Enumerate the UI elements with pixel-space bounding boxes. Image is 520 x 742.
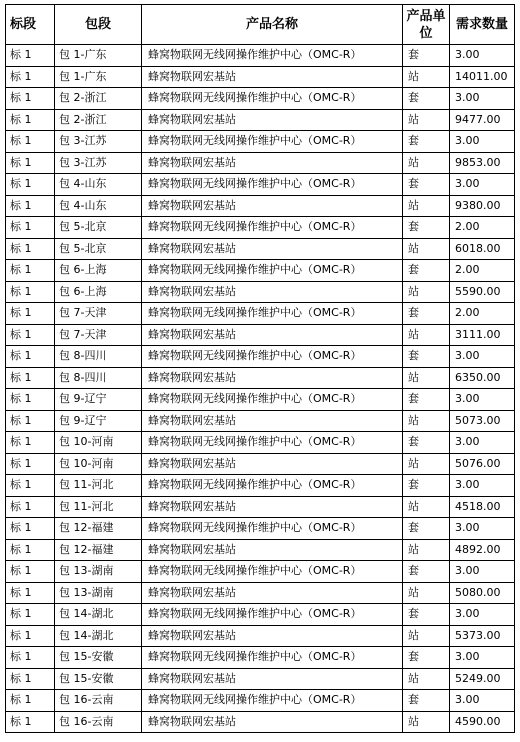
cell-section: 标 1 (6, 625, 55, 647)
cell-quantity: 3.00 (450, 432, 515, 454)
cell-product-name: 蜂窝物联网宏基站 (142, 496, 403, 518)
table-row (6, 217, 515, 239)
cell-unit: 站 (403, 109, 450, 131)
cell-product-name: 蜂窝物联网无线网操作维护中心（OMC-R） (142, 561, 403, 583)
cell-quantity: 3.00 (450, 561, 515, 583)
cell-quantity: 5076.00 (450, 453, 515, 475)
cell-section: 标 1 (6, 260, 55, 282)
cell-product-name: 蜂窝物联网宏基站 (142, 539, 403, 561)
cell-product-name: 蜂窝物联网无线网操作维护中心（OMC-R） (142, 88, 403, 110)
cell-quantity: 4892.00 (450, 539, 515, 561)
cell-package: 包 5-北京 (55, 238, 142, 260)
cell-package: 包 8-四川 (55, 346, 142, 368)
cell-unit: 套 (403, 174, 450, 196)
cell-package: 包 2-浙江 (55, 88, 142, 110)
cell-quantity: 3.00 (450, 604, 515, 626)
cell-product-name: 蜂窝物联网无线网操作维护中心（OMC-R） (142, 647, 403, 669)
table-row (6, 389, 515, 411)
cell-unit: 套 (403, 475, 450, 497)
cell-product-name: 蜂窝物联网无线网操作维护中心（OMC-R） (142, 389, 403, 411)
table-row (6, 496, 515, 518)
cell-section: 标 1 (6, 346, 55, 368)
cell-product-name: 蜂窝物联网无线网操作维护中心（OMC-R） (142, 217, 403, 239)
cell-unit: 站 (403, 195, 450, 217)
cell-section: 标 1 (6, 582, 55, 604)
cell-package: 包 1-广东 (55, 45, 142, 67)
table-row (6, 367, 515, 389)
table-row (6, 647, 515, 669)
cell-unit: 站 (403, 367, 450, 389)
table-row (6, 195, 515, 217)
cell-section: 标 1 (6, 668, 55, 690)
cell-package: 包 16-云南 (55, 690, 142, 712)
cell-section: 标 1 (6, 518, 55, 540)
header-section: 标段 (6, 5, 55, 45)
table-row (6, 109, 515, 131)
cell-product-name: 蜂窝物联网无线网操作维护中心（OMC-R） (142, 475, 403, 497)
table-row (6, 152, 515, 174)
cell-package: 包 5-北京 (55, 217, 142, 239)
cell-unit: 站 (403, 324, 450, 346)
cell-quantity: 9477.00 (450, 109, 515, 131)
cell-quantity: 2.00 (450, 303, 515, 325)
table-row (6, 324, 515, 346)
cell-section: 标 1 (6, 389, 55, 411)
cell-package: 包 11-河北 (55, 475, 142, 497)
cell-quantity: 3.00 (450, 346, 515, 368)
cell-section: 标 1 (6, 174, 55, 196)
cell-product-name: 蜂窝物联网宏基站 (142, 238, 403, 260)
cell-product-name: 蜂窝物联网宏基站 (142, 668, 403, 690)
cell-package: 包 4-山东 (55, 174, 142, 196)
header-row (6, 5, 515, 45)
cell-section: 标 1 (6, 217, 55, 239)
cell-quantity: 2.00 (450, 260, 515, 282)
table-row (6, 690, 515, 712)
cell-unit: 套 (403, 217, 450, 239)
cell-product-name: 蜂窝物联网无线网操作维护中心（OMC-R） (142, 690, 403, 712)
cell-section: 标 1 (6, 195, 55, 217)
cell-product-name: 蜂窝物联网无线网操作维护中心（OMC-R） (142, 518, 403, 540)
cell-quantity: 5073.00 (450, 410, 515, 432)
cell-section: 标 1 (6, 475, 55, 497)
table-row (6, 346, 515, 368)
cell-unit: 套 (403, 88, 450, 110)
procurement-table (5, 4, 515, 733)
cell-product-name: 蜂窝物联网宏基站 (142, 66, 403, 88)
cell-product-name: 蜂窝物联网宏基站 (142, 367, 403, 389)
cell-quantity: 14011.00 (450, 66, 515, 88)
cell-section: 标 1 (6, 152, 55, 174)
cell-quantity: 3.00 (450, 45, 515, 67)
table-row (6, 303, 515, 325)
cell-package: 包 15-安徽 (55, 668, 142, 690)
cell-unit: 套 (403, 131, 450, 153)
cell-unit: 站 (403, 152, 450, 174)
table-row (6, 432, 515, 454)
cell-quantity: 3.00 (450, 647, 515, 669)
cell-section: 标 1 (6, 281, 55, 303)
cell-section: 标 1 (6, 367, 55, 389)
cell-section: 标 1 (6, 66, 55, 88)
cell-section: 标 1 (6, 496, 55, 518)
cell-unit: 站 (403, 281, 450, 303)
cell-package: 包 15-安徽 (55, 647, 142, 669)
cell-unit: 套 (403, 45, 450, 67)
cell-unit: 站 (403, 496, 450, 518)
cell-quantity: 3.00 (450, 174, 515, 196)
cell-quantity: 5590.00 (450, 281, 515, 303)
cell-package: 包 14-湖北 (55, 604, 142, 626)
cell-unit: 站 (403, 410, 450, 432)
cell-unit: 套 (403, 647, 450, 669)
cell-unit: 站 (403, 582, 450, 604)
table-row (6, 410, 515, 432)
cell-package: 包 6-上海 (55, 260, 142, 282)
cell-unit: 站 (403, 539, 450, 561)
table-row (6, 582, 515, 604)
header-package: 包段 (55, 5, 142, 45)
cell-product-name: 蜂窝物联网宏基站 (142, 625, 403, 647)
cell-product-name: 蜂窝物联网无线网操作维护中心（OMC-R） (142, 131, 403, 153)
table-row (6, 625, 515, 647)
cell-section: 标 1 (6, 45, 55, 67)
cell-quantity: 3.00 (450, 88, 515, 110)
cell-package: 包 3-江苏 (55, 152, 142, 174)
cell-unit: 站 (403, 668, 450, 690)
cell-product-name: 蜂窝物联网宏基站 (142, 410, 403, 432)
cell-quantity: 3.00 (450, 518, 515, 540)
cell-unit: 套 (403, 561, 450, 583)
cell-package: 包 12-福建 (55, 518, 142, 540)
table-header (6, 5, 515, 45)
cell-quantity: 6018.00 (450, 238, 515, 260)
cell-package: 包 1-广东 (55, 66, 142, 88)
cell-unit: 套 (403, 389, 450, 411)
cell-package: 包 16-云南 (55, 711, 142, 733)
cell-section: 标 1 (6, 453, 55, 475)
table-row (6, 453, 515, 475)
cell-quantity: 3.00 (450, 131, 515, 153)
table-row (6, 260, 515, 282)
table-row (6, 45, 515, 67)
table-row (6, 131, 515, 153)
table-row (6, 561, 515, 583)
cell-section: 标 1 (6, 647, 55, 669)
cell-package: 包 9-辽宁 (55, 410, 142, 432)
cell-quantity: 2.00 (450, 217, 515, 239)
table-row (6, 668, 515, 690)
cell-unit: 站 (403, 238, 450, 260)
cell-package: 包 7-天津 (55, 324, 142, 346)
header-product-name: 产品名称 (142, 5, 403, 45)
cell-product-name: 蜂窝物联网宏基站 (142, 324, 403, 346)
cell-package: 包 6-上海 (55, 281, 142, 303)
cell-section: 标 1 (6, 324, 55, 346)
table-row (6, 88, 515, 110)
table-row (6, 711, 515, 733)
cell-unit: 套 (403, 303, 450, 325)
table-row (6, 475, 515, 497)
cell-product-name: 蜂窝物联网无线网操作维护中心（OMC-R） (142, 303, 403, 325)
cell-quantity: 5249.00 (450, 668, 515, 690)
cell-product-name: 蜂窝物联网无线网操作维护中心（OMC-R） (142, 45, 403, 67)
cell-package: 包 8-四川 (55, 367, 142, 389)
table-row (6, 518, 515, 540)
cell-product-name: 蜂窝物联网无线网操作维护中心（OMC-R） (142, 174, 403, 196)
cell-product-name: 蜂窝物联网无线网操作维护中心（OMC-R） (142, 346, 403, 368)
cell-product-name: 蜂窝物联网宏基站 (142, 453, 403, 475)
cell-quantity: 5373.00 (450, 625, 515, 647)
cell-product-name: 蜂窝物联网宏基站 (142, 109, 403, 131)
cell-section: 标 1 (6, 604, 55, 626)
cell-quantity: 9853.00 (450, 152, 515, 174)
table-row (6, 66, 515, 88)
cell-quantity: 3.00 (450, 475, 515, 497)
cell-section: 标 1 (6, 711, 55, 733)
cell-section: 标 1 (6, 303, 55, 325)
header-quantity: 需求数量 (450, 5, 515, 45)
table-row (6, 281, 515, 303)
cell-package: 包 10-河南 (55, 432, 142, 454)
cell-quantity: 3111.00 (450, 324, 515, 346)
cell-product-name: 蜂窝物联网宏基站 (142, 711, 403, 733)
cell-unit: 套 (403, 690, 450, 712)
cell-section: 标 1 (6, 690, 55, 712)
cell-quantity: 9380.00 (450, 195, 515, 217)
table-row (6, 174, 515, 196)
cell-package: 包 14-湖北 (55, 625, 142, 647)
cell-unit: 套 (403, 432, 450, 454)
cell-unit: 套 (403, 260, 450, 282)
cell-section: 标 1 (6, 109, 55, 131)
table-body (6, 45, 515, 733)
cell-quantity: 5080.00 (450, 582, 515, 604)
cell-quantity: 3.00 (450, 389, 515, 411)
cell-unit: 套 (403, 346, 450, 368)
cell-unit: 套 (403, 604, 450, 626)
cell-section: 标 1 (6, 539, 55, 561)
table-row (6, 539, 515, 561)
cell-product-name: 蜂窝物联网无线网操作维护中心（OMC-R） (142, 260, 403, 282)
cell-section: 标 1 (6, 238, 55, 260)
table-row (6, 238, 515, 260)
cell-unit: 站 (403, 625, 450, 647)
cell-quantity: 4590.00 (450, 711, 515, 733)
cell-quantity: 3.00 (450, 690, 515, 712)
cell-package: 包 4-山东 (55, 195, 142, 217)
cell-unit: 站 (403, 66, 450, 88)
cell-quantity: 4518.00 (450, 496, 515, 518)
cell-package: 包 3-江苏 (55, 131, 142, 153)
cell-package: 包 2-浙江 (55, 109, 142, 131)
cell-section: 标 1 (6, 410, 55, 432)
cell-section: 标 1 (6, 88, 55, 110)
cell-product-name: 蜂窝物联网宏基站 (142, 281, 403, 303)
cell-package: 包 13-湖南 (55, 561, 142, 583)
cell-product-name: 蜂窝物联网宏基站 (142, 582, 403, 604)
cell-package: 包 13-湖南 (55, 582, 142, 604)
header-unit: 产品单位 (403, 5, 450, 45)
cell-package: 包 7-天津 (55, 303, 142, 325)
table-row (6, 604, 515, 626)
cell-product-name: 蜂窝物联网宏基站 (142, 195, 403, 217)
cell-package: 包 9-辽宁 (55, 389, 142, 411)
cell-product-name: 蜂窝物联网无线网操作维护中心（OMC-R） (142, 432, 403, 454)
cell-product-name: 蜂窝物联网宏基站 (142, 152, 403, 174)
cell-unit: 站 (403, 453, 450, 475)
cell-section: 标 1 (6, 432, 55, 454)
cell-package: 包 12-福建 (55, 539, 142, 561)
cell-section: 标 1 (6, 561, 55, 583)
cell-product-name: 蜂窝物联网无线网操作维护中心（OMC-R） (142, 604, 403, 626)
cell-unit: 站 (403, 711, 450, 733)
cell-package: 包 10-河南 (55, 453, 142, 475)
cell-quantity: 6350.00 (450, 367, 515, 389)
cell-section: 标 1 (6, 131, 55, 153)
cell-unit: 套 (403, 518, 450, 540)
cell-package: 包 11-河北 (55, 496, 142, 518)
